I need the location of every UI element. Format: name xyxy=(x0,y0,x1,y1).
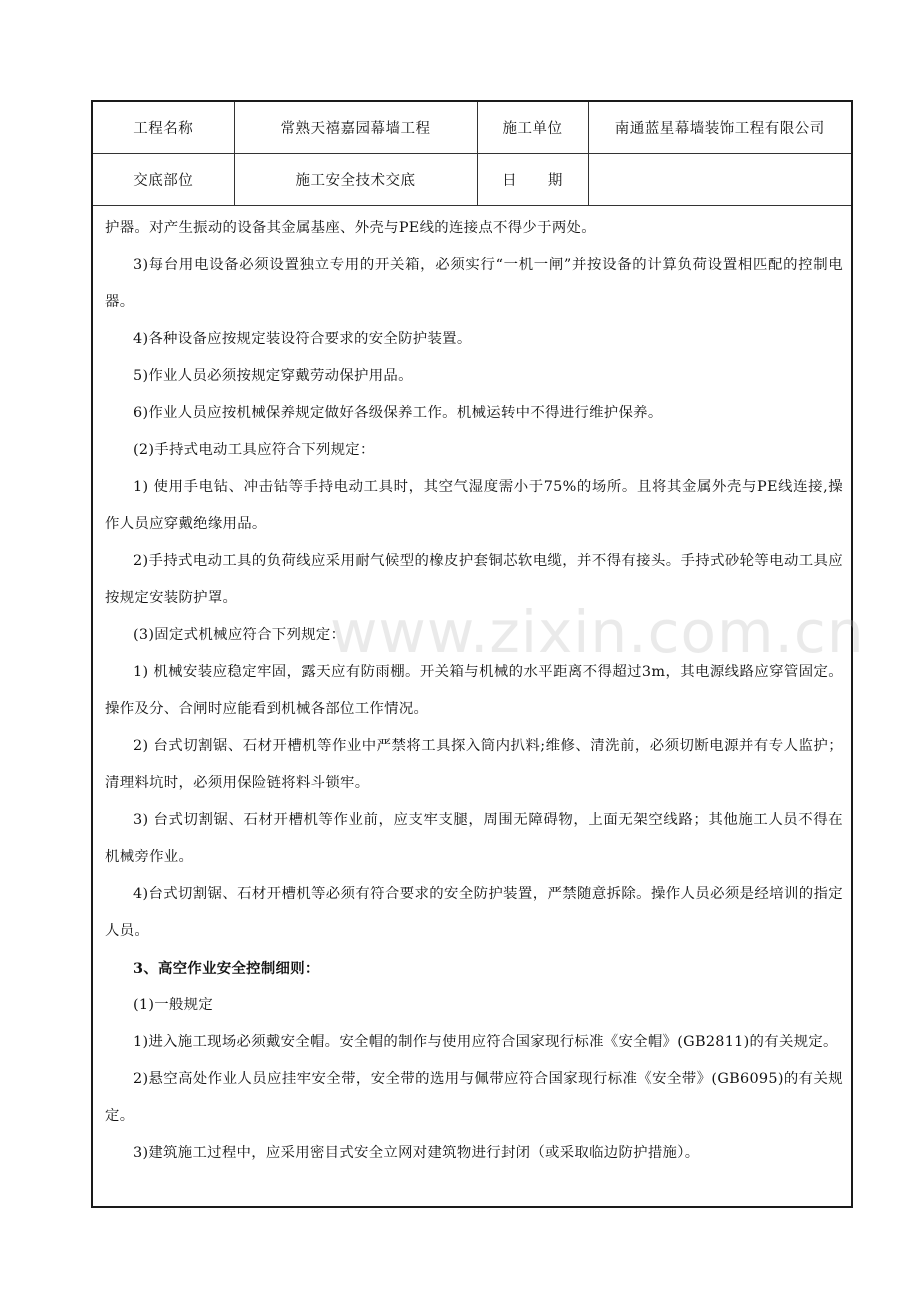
paragraph: 1) 使用手电钻、冲击钻等手持电动工具时，其空气湿度需小于75%的场所。且将其金属外壳与PE线连接,操作人员应穿戴绝缘用品。 xyxy=(105,479,843,532)
paragraph: 4)各种设备应按规定装设符合要求的安全防护装置。 xyxy=(133,331,472,347)
paragraph: 1) 机械安装应稳定牢固，露天应有防雨棚。开关箱与机械的水平距离不得超过3m，其电源线路应穿管固定。操作及分、合闸时应能看到机械各部位工作情况。 xyxy=(105,664,843,717)
briefing-part-label: 交底部位 xyxy=(93,154,234,206)
paragraph: 1)进入施工现场必须戴安全帽。安全帽的制作与使用应符合国家现行标准《安全帽》(GB2811)的有关规定。 xyxy=(133,1034,838,1050)
paragraph: 2)手持式电动工具的负荷线应采用耐气候型的橡皮护套铜芯软电缆，并不得有接头。手持式砂轮等电动工具应按规定安装防护罩。 xyxy=(105,553,843,606)
watermark: www.zixin.com.cn xyxy=(330,598,865,666)
construction-unit-value: 南通蓝星幕墙装饰工程有限公司 xyxy=(588,102,851,154)
construction-unit-label: 施工单位 xyxy=(477,102,588,154)
paragraph: 4)台式切割锯、石材开槽机等必须有符合要求的安全防护装置，严禁随意拆除。操作人员必须是经培训的指定人员。 xyxy=(105,886,843,939)
project-name-value: 常熟天禧嘉园幕墙工程 xyxy=(234,102,477,154)
paragraph: 6)作业人员应按机械保养规定做好各级保养工作。机械运转中不得进行维护保养。 xyxy=(133,405,663,421)
paragraph: (2)手持式电动工具应符合下列规定： xyxy=(133,442,375,458)
project-name-label: 工程名称 xyxy=(93,102,234,154)
paragraph: 3)建筑施工过程中，应采用密目式安全立网对建筑物进行封闭（或采取临边防护措施）。 xyxy=(133,1145,700,1161)
document-sheet xyxy=(91,100,853,1208)
paragraph: (1)一般规定 xyxy=(133,997,214,1013)
paragraph: 护器。对产生振动的设备其金属基座、外壳与PE线的连接点不得少于两处。 xyxy=(105,220,596,236)
paragraph: 2) 台式切割锯、石材开槽机等作业中严禁将工具探入筒内扒料;维修、清洗前，必须切断电源并有专人监护；清理料坑时，必须用保险链将料斗锁牢。 xyxy=(105,738,843,791)
briefing-part-value: 施工安全技术交底 xyxy=(234,154,477,206)
header-row-part xyxy=(93,154,851,206)
header-row-project xyxy=(93,102,851,154)
document-body xyxy=(105,210,843,1172)
date-value xyxy=(588,154,851,206)
paragraph: 5)作业人员必须按规定穿戴劳动保护用品。 xyxy=(133,368,413,384)
date-label: 日 期 xyxy=(477,154,588,206)
paragraph: 3)每台用电设备必须设置独立专用的开关箱，必须实行“一机一闸”并按设备的计算负荷设置相匹配的控制电器。 xyxy=(105,257,843,310)
paragraph: 3、高空作业安全控制细则： xyxy=(133,960,320,977)
header-table xyxy=(93,102,851,206)
paragraph: 2)悬空高处作业人员应挂牢安全带，安全带的选用与佩带应符合国家现行标准《安全带》(GB6095)的有关规定。 xyxy=(105,1071,843,1124)
paragraph: 3) 台式切割锯、石材开槽机等作业前，应支牢支腿，周围无障碍物，上面无架空线路；其他施工人员不得在机械旁作业。 xyxy=(105,812,843,865)
paragraph: (3)固定式机械应符合下列规定： xyxy=(133,627,346,643)
